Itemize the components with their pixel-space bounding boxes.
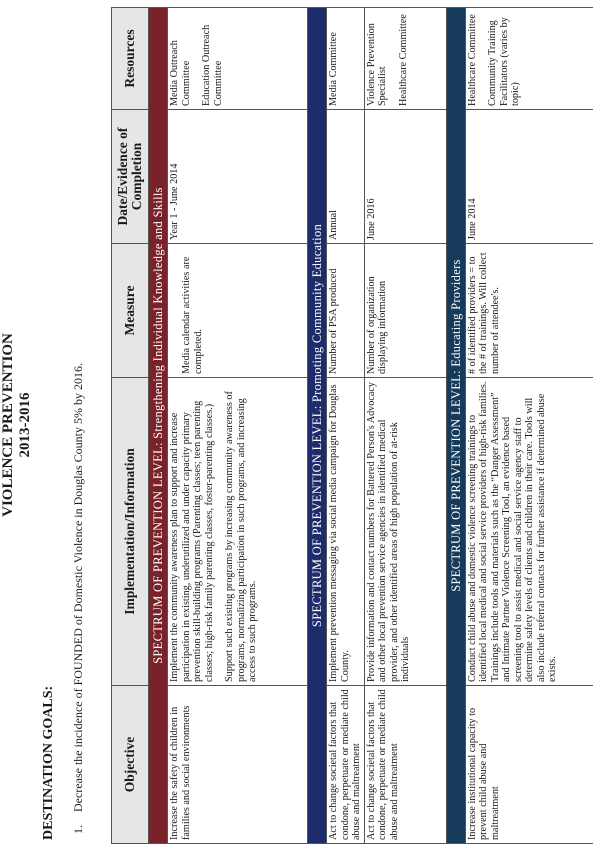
objective-cell: Act to change societal factors that condone, perpetuate or mediate child abuse and maltreatment <box>364 686 446 844</box>
measure-cell: Number of organization displaying information <box>364 244 446 378</box>
date-cell: Annual <box>327 110 365 244</box>
implementation-text: Implement the community awareness plan to support and increase participation in existing, underutilized and under capacity primary prevention skill-building programs (Parenting classes; teen parenting classes; high-risk family parenting classes, foster-parenting classes.) <box>169 400 215 682</box>
measure-text: Media calendar activities are completed. <box>181 256 204 374</box>
header-date: Date/Evidence of Completion <box>112 110 149 244</box>
section-band <box>149 8 168 844</box>
table-row <box>465 8 593 844</box>
implementation-text: Support such existing programs by increasing community awareness of programs, normalizing participation in such programs, and increasing access to such programs. <box>224 391 258 682</box>
header-objective: Objective <box>112 686 149 844</box>
date-cell: June 2014 <box>465 110 593 244</box>
resource-text: Healthcare Committee <box>466 14 478 106</box>
implementation-cell <box>327 378 365 686</box>
resource-text: Community Training Facilitators (varies by topic) <box>487 17 521 106</box>
section-band <box>446 8 465 844</box>
header-implementation: Implementation/Information <box>112 378 149 686</box>
goal-text: Decrease the incidence of FOUNDED of Domestic Violence in Douglas County 5% by 2016. <box>71 363 85 812</box>
section-label: SPECTRUM OF PREVENTION LEVEL: Strengthening Individual Knowledge and Skills <box>149 8 168 844</box>
implementation-cell <box>465 378 593 686</box>
measure-cell <box>168 244 308 378</box>
measure-cell: Number of PSA produced <box>327 244 365 378</box>
resources-cell <box>327 8 365 110</box>
resources-cell <box>168 8 308 110</box>
date-cell: June 2016 <box>364 110 446 244</box>
implementation-text: Implement prevention messaging via social media campaign for Douglas County. <box>328 384 351 682</box>
resource-text: Media Committee <box>328 32 339 106</box>
goal-number: 1. <box>71 825 85 834</box>
implementation-text: Conduct child abuse and domestic violence screening trainings to identified local medical and social service providers of high-risk families. Trainings include tools and materials such as the “Danger Assessment” and Intimate Partner Violence Screening Tool, an evidence based screening tool to assist medical and social service agency staff to determine safety levels of clients and children in their care. Tools will also include referral contacts for further assistance if determined abuse exists. <box>466 381 558 682</box>
measure-cell: # of identified providers = to the # of trainings. Will collect number of attendee's. <box>465 244 593 378</box>
page-years: 2013-2016 <box>17 392 33 458</box>
section-label: SPECTRUM OF PREVENTION LEVEL: Promoting Community Education <box>308 8 327 844</box>
implementation-text: Provide information and contact numbers for Battered Person's Advocacy and other local prevention service agencies in identified medical provider, and other identified areas of high population of at-risk individuals <box>365 381 411 682</box>
prevention-table <box>111 7 593 844</box>
table-row <box>327 8 365 844</box>
goals-heading: DESTINATION GOALS: <box>41 685 56 840</box>
table-row <box>364 8 446 844</box>
objective-cell: Act to change societal factors that condone, perpetuate or mediate child abuse and maltreatment <box>327 686 365 844</box>
header-row <box>112 8 149 844</box>
table-row <box>168 8 308 844</box>
section-label: SPECTRUM OF PREVENTION LEVEL: Educating Providers <box>446 8 465 844</box>
goal-item <box>71 363 86 834</box>
resource-text: Education Outreach Committee <box>201 24 224 106</box>
section-band <box>308 8 327 844</box>
header-resources: Resources <box>112 8 149 110</box>
page-title: VIOLENCE PREVENTION <box>0 333 16 517</box>
header-measure: Measure <box>112 244 149 378</box>
resource-text: Media Outreach Committee <box>169 40 192 106</box>
resource-text: Healthcare Committee <box>397 14 409 106</box>
implementation-cell <box>364 378 446 686</box>
date-cell: Year 1 - June 2014 <box>168 110 308 244</box>
objective-cell: Increase institutional capacity to prevent child abuse and maltreatment <box>465 686 593 844</box>
resources-cell <box>364 8 446 110</box>
resource-text: Violence Prevention Specialist <box>365 23 388 106</box>
objective-cell: Increase the safety of children in families and social environments <box>168 686 308 844</box>
resources-cell <box>465 8 593 110</box>
implementation-cell <box>168 378 308 686</box>
